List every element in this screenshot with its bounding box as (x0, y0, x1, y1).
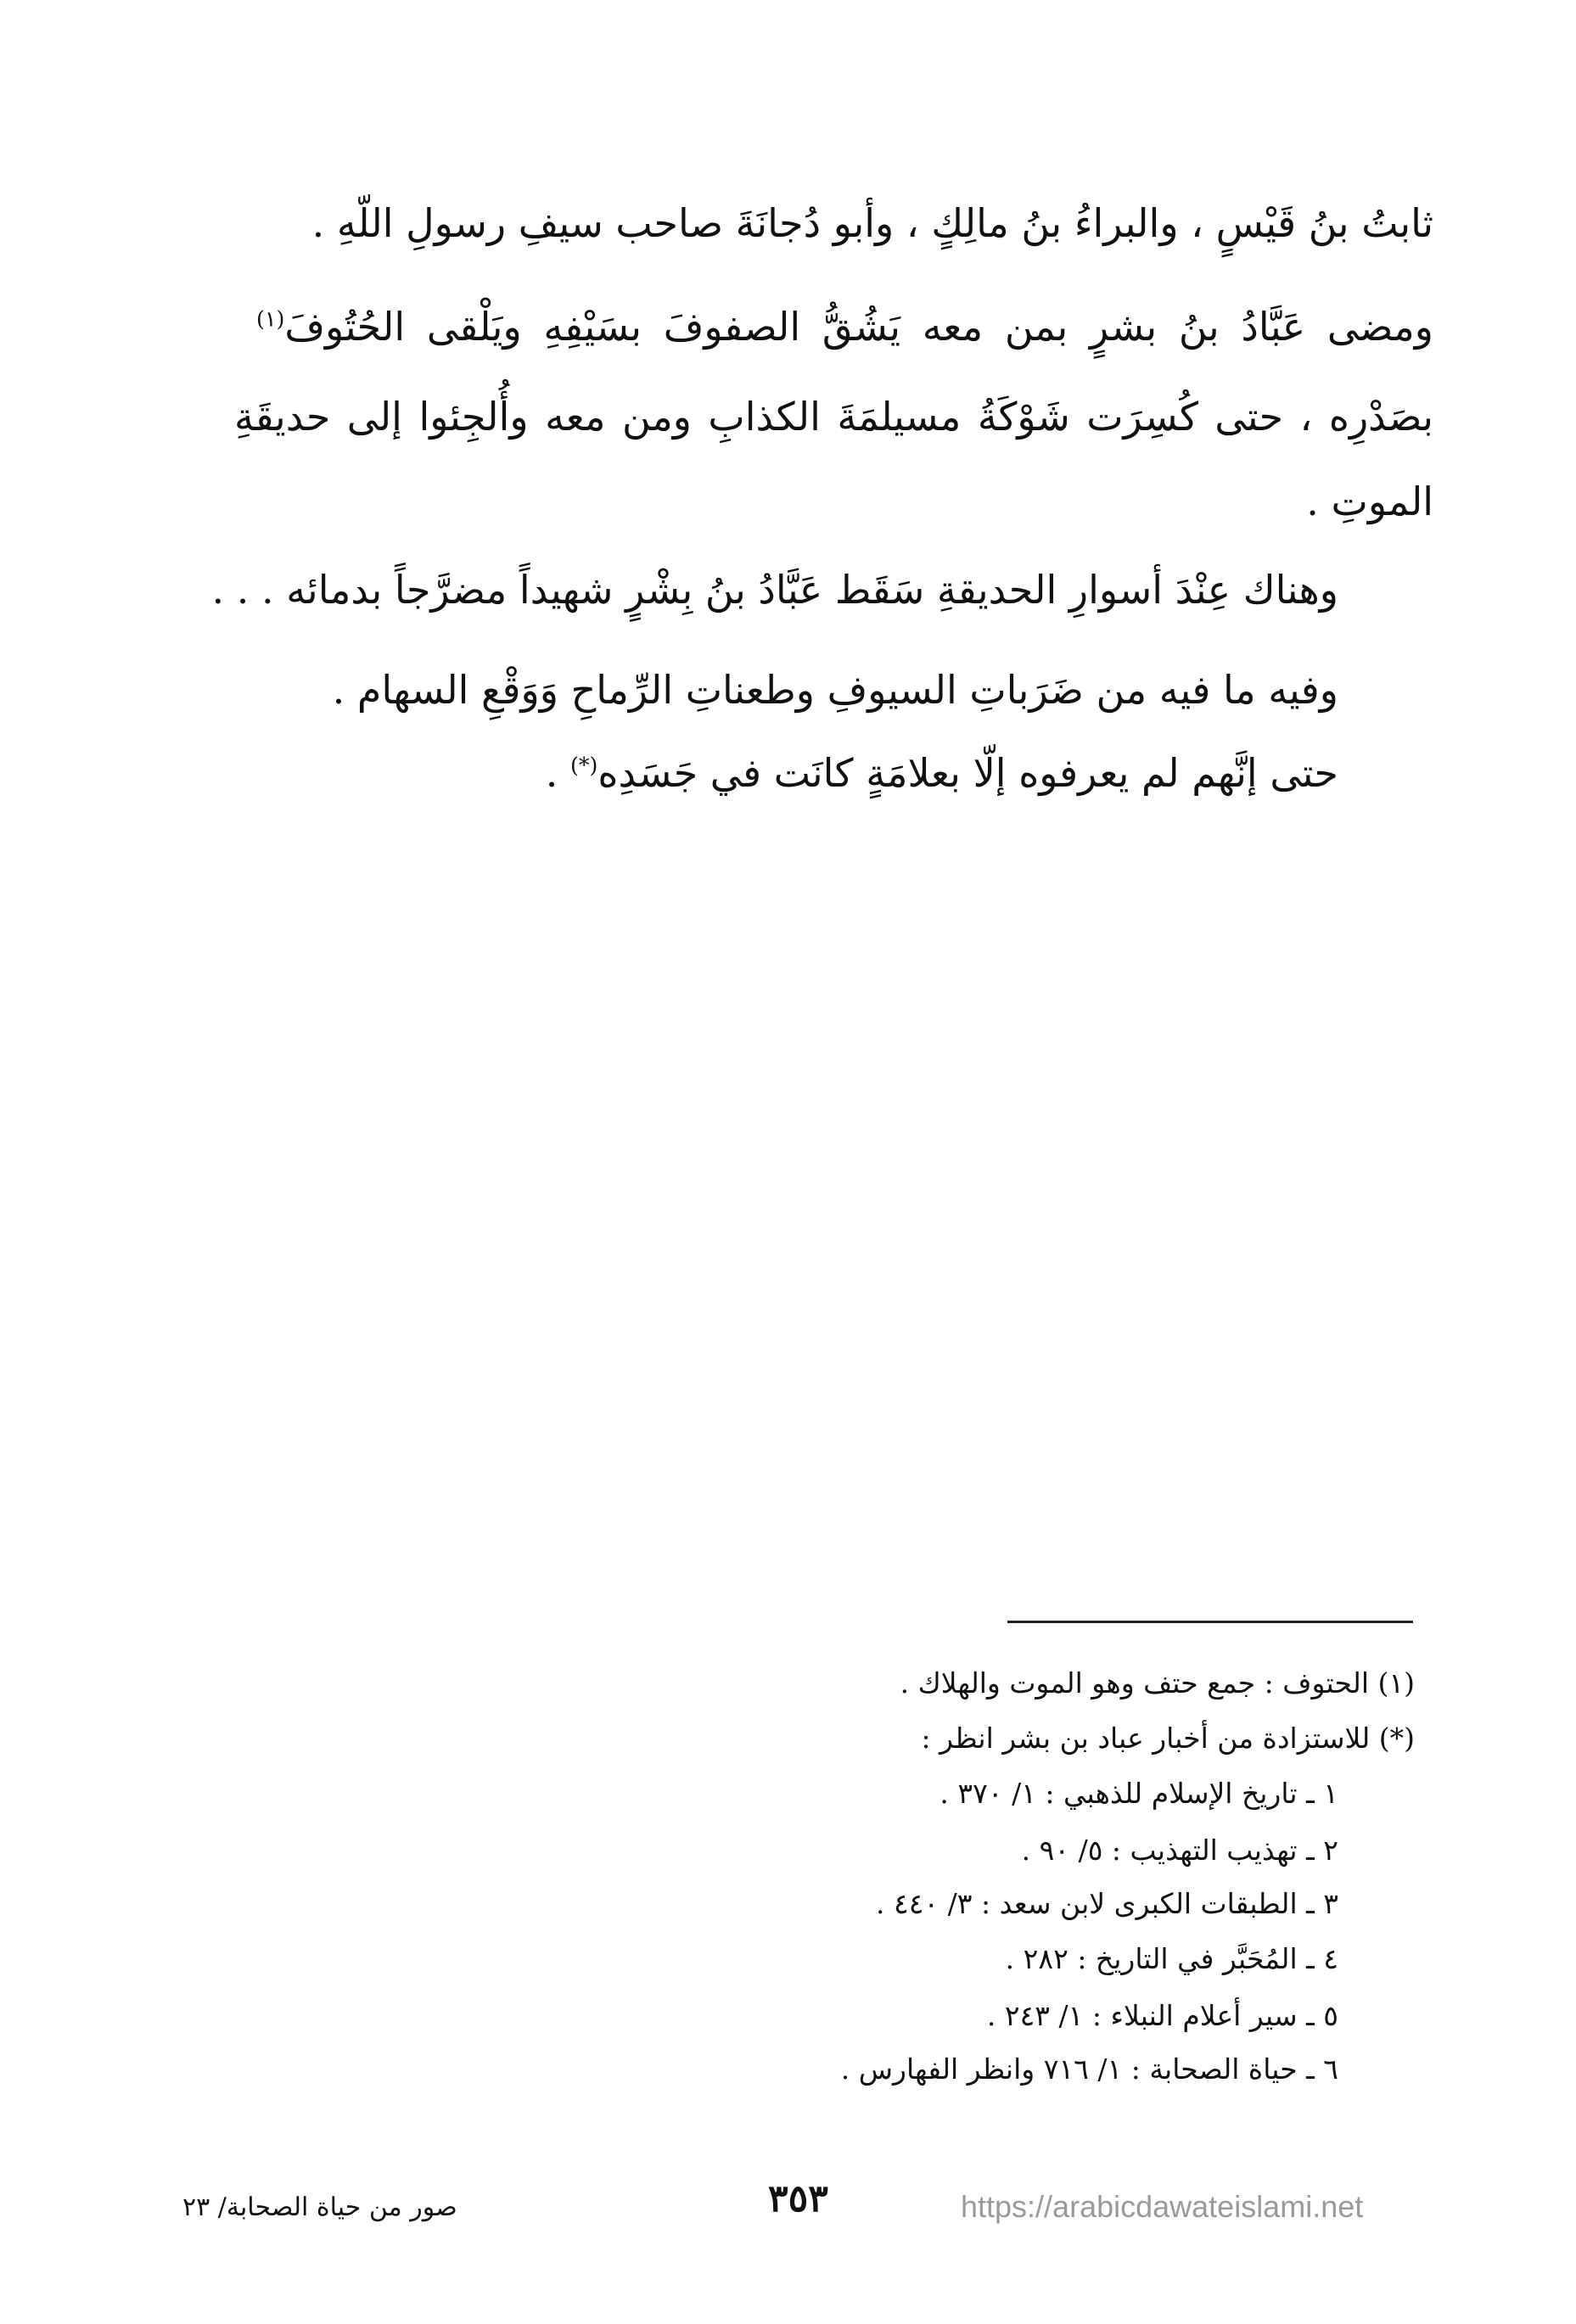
footnote-separator (1007, 1621, 1413, 1623)
body-line-6 (332, 667, 1338, 713)
body-line-7 (545, 750, 1338, 796)
watermark-url: https://arabicdawateislami.net (961, 2189, 1364, 2224)
body-line-7-end: . (545, 750, 571, 796)
body-line-3-text: بصَدْرِه ، حتى كُسِرَت شَوْكَةُ مسيلمَةَ الكذابِ ومن معه وأُلجِئوا إلى حديقَةِ (234, 394, 1433, 440)
reference-item: ١ ـ تاريخ الإسلام للذهبي : ١/ ٣٧٠ . (939, 1777, 1338, 1810)
footnote-1: (١) الحتوف : جمع حتف وهو الموت والهلاك . (900, 1666, 1415, 1700)
body-line-2 (256, 304, 1433, 350)
body-line-6-text: وفيه ما فيه من ضَرَباتِ السيوفِ وطعناتِ الرِّماحِ وَوَقْعِ السهام . (332, 667, 1338, 713)
footnote-marker-star: (*) (570, 753, 598, 778)
reference-item: ٤ ـ المُحَبَّر في التاريخ : ٢٨٢ . (1005, 1942, 1338, 1975)
reference-item: ٣ ـ الطبقات الكبرى لابن سعد : ٣/ ٤٤٠ . (876, 1887, 1338, 1920)
footnote-star: (*) للاستزادة من أخبار عباد بن بشر انظر : (921, 1722, 1415, 1755)
body-line-3 (234, 394, 1433, 440)
body-line-1 (311, 200, 1433, 246)
body-line-1-text: ثابتُ بنُ قَيْسٍ ، والبراءُ بنُ مالِكٍ ، وأبو دُجانَةَ صاحب سيفِ رسولِ اللّهِ . (311, 200, 1433, 246)
page-number: ٣٥٣ (768, 2177, 828, 2220)
body-line-7-text: حتى إنَّهم لم يعرفوه إلّا بعلامَةٍ كانَت في جَسَدِه (597, 750, 1338, 796)
body-line-4 (1306, 479, 1433, 524)
reference-item: ٢ ـ تهذيب التهذيب : ٥/ ٩٠ . (1021, 1834, 1338, 1867)
body-line-4-text: الموتِ . (1306, 479, 1433, 524)
body-line-5 (211, 567, 1339, 613)
running-footer-title: صور من حياة الصحابة/ ٢٣ (182, 2192, 457, 2222)
reference-item: ٦ ـ حياة الصحابة : ١/ ٧١٦ وانظر الفهارس . (840, 2052, 1338, 2086)
reference-item: ٥ ـ سير أعلام النبلاء : ١/ ٢٤٣ . (986, 1999, 1338, 2032)
footnote-marker-1: (١) (256, 306, 285, 332)
body-line-2-text: ومضى عَبَّادُ بنُ بشرٍ بمن معه يَشُقُّ الصفوفَ بسَيْفِهِ ويَلْقى الحُتُوفَ (284, 304, 1433, 350)
body-line-5-text: وهناك عِنْدَ أسوارِ الحديقةِ سَقَط عَبَّادُ بنُ بِشْرٍ شهيداً مضرَّجاً بدمائه . . . (211, 567, 1338, 613)
